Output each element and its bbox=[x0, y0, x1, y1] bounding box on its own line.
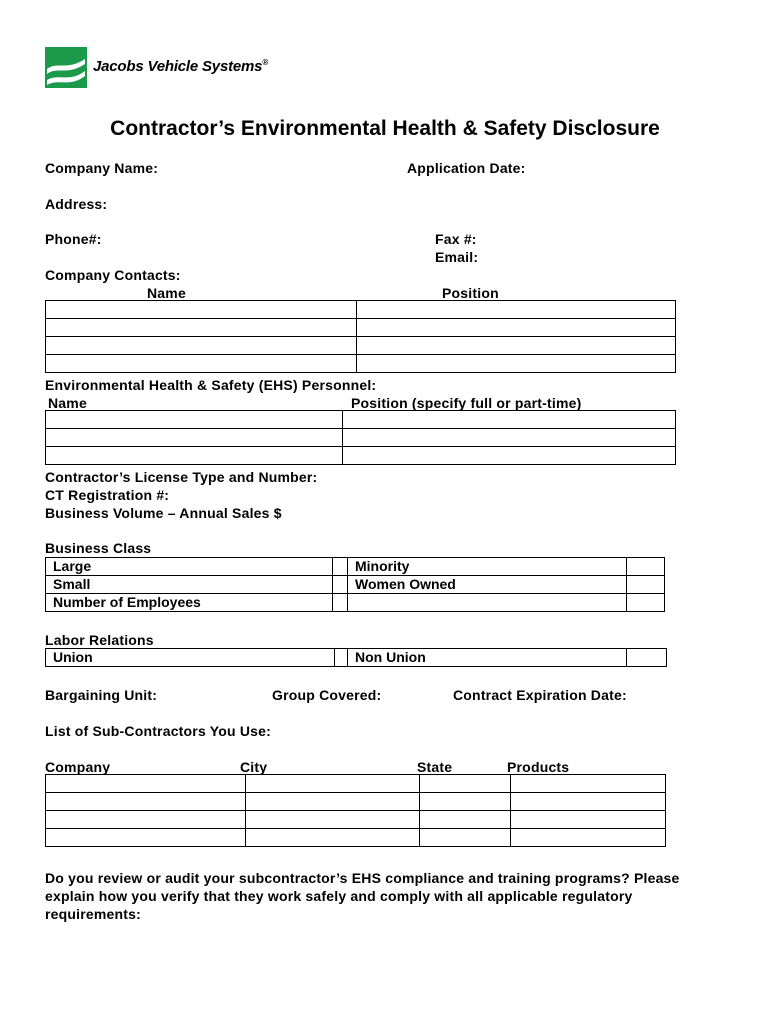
company-contacts-table bbox=[45, 300, 676, 373]
table-row bbox=[46, 649, 667, 667]
business-class-minority: Minority bbox=[348, 558, 627, 576]
business-volume-label: Business Volume – Annual Sales $ bbox=[45, 505, 282, 521]
table-cell[interactable] bbox=[46, 301, 357, 319]
labor-non-union-check[interactable] bbox=[627, 649, 667, 667]
page-title: Contractor’s Environmental Health & Safety Disclosure bbox=[110, 117, 660, 140]
table-row bbox=[46, 337, 676, 355]
labor-relations-label: Labor Relations bbox=[45, 632, 154, 648]
table-cell[interactable] bbox=[343, 447, 676, 465]
table-row bbox=[46, 576, 665, 594]
labor-non-union: Non Union bbox=[348, 649, 627, 667]
table-cell[interactable] bbox=[343, 411, 676, 429]
business-class-large-check[interactable] bbox=[333, 558, 348, 576]
table-cell[interactable] bbox=[46, 355, 357, 373]
email-label: Email: bbox=[435, 249, 479, 265]
labor-relations-table bbox=[45, 648, 667, 667]
table-row bbox=[46, 793, 666, 811]
business-class-label: Business Class bbox=[45, 540, 152, 556]
table-row bbox=[46, 558, 665, 576]
table-row bbox=[46, 411, 676, 429]
table-cell[interactable] bbox=[420, 793, 511, 811]
phone-label: Phone#: bbox=[45, 231, 102, 247]
jacobs-logo-icon bbox=[45, 47, 87, 88]
table-cell[interactable] bbox=[343, 429, 676, 447]
business-class-blank-check[interactable] bbox=[627, 594, 665, 612]
table-cell[interactable] bbox=[511, 775, 666, 793]
table-cell[interactable] bbox=[357, 319, 676, 337]
application-date-label: Application Date: bbox=[407, 160, 526, 176]
fax-label: Fax #: bbox=[435, 231, 477, 247]
group-covered-label: Group Covered: bbox=[272, 687, 382, 703]
company-name-label: Company Name: bbox=[45, 160, 159, 176]
labor-union: Union bbox=[46, 649, 335, 667]
company-contacts-label: Company Contacts: bbox=[45, 267, 181, 283]
table-row bbox=[46, 594, 665, 612]
business-class-employees-value[interactable] bbox=[333, 594, 348, 612]
ehs-personnel-table bbox=[45, 410, 676, 465]
sub-products-header: Products bbox=[507, 759, 570, 775]
table-cell[interactable] bbox=[46, 429, 343, 447]
table-cell[interactable] bbox=[46, 793, 246, 811]
subcontractors-table bbox=[45, 774, 666, 847]
logo-registered-mark: ® bbox=[262, 58, 269, 67]
sub-company-header: Company bbox=[45, 759, 111, 775]
table-row bbox=[46, 301, 676, 319]
contract-expiration-label: Contract Expiration Date: bbox=[453, 687, 627, 703]
table-cell[interactable] bbox=[246, 793, 420, 811]
subcontractors-label: List of Sub-Contractors You Use: bbox=[45, 723, 272, 739]
business-class-small-check[interactable] bbox=[333, 576, 348, 594]
business-class-employees: Number of Employees bbox=[46, 594, 333, 612]
business-class-blank bbox=[348, 594, 627, 612]
ehs-name-header: Name bbox=[48, 395, 87, 411]
sub-city-header: City bbox=[240, 759, 268, 775]
table-cell[interactable] bbox=[46, 319, 357, 337]
business-class-women-owned: Women Owned bbox=[348, 576, 627, 594]
business-class-table bbox=[45, 557, 665, 612]
table-row bbox=[46, 355, 676, 373]
company-logo-text bbox=[93, 58, 268, 75]
table-cell[interactable] bbox=[46, 811, 246, 829]
table-cell[interactable] bbox=[46, 337, 357, 355]
table-cell[interactable] bbox=[420, 811, 511, 829]
business-class-large: Large bbox=[46, 558, 333, 576]
table-cell[interactable] bbox=[357, 337, 676, 355]
table-cell[interactable] bbox=[46, 447, 343, 465]
table-row bbox=[46, 319, 676, 337]
table-cell[interactable] bbox=[511, 793, 666, 811]
ct-registration-label: CT Registration #: bbox=[45, 487, 170, 503]
table-cell[interactable] bbox=[46, 411, 343, 429]
table-cell[interactable] bbox=[46, 829, 246, 847]
table-cell[interactable] bbox=[246, 829, 420, 847]
table-cell[interactable] bbox=[420, 829, 511, 847]
table-cell[interactable] bbox=[420, 775, 511, 793]
contacts-name-header: Name bbox=[147, 285, 186, 301]
table-row bbox=[46, 447, 676, 465]
business-class-small: Small bbox=[46, 576, 333, 594]
table-cell[interactable] bbox=[46, 775, 246, 793]
table-cell[interactable] bbox=[357, 355, 676, 373]
table-cell[interactable] bbox=[246, 775, 420, 793]
address-label: Address: bbox=[45, 196, 108, 212]
table-row bbox=[46, 829, 666, 847]
table-cell[interactable] bbox=[357, 301, 676, 319]
sub-state-header: State bbox=[417, 759, 453, 775]
table-cell[interactable] bbox=[511, 811, 666, 829]
table-cell[interactable] bbox=[511, 829, 666, 847]
table-row bbox=[46, 775, 666, 793]
bargaining-unit-label: Bargaining Unit: bbox=[45, 687, 158, 703]
logo-company-name: Jacobs Vehicle Systems bbox=[93, 58, 263, 75]
contacts-position-header: Position bbox=[442, 285, 499, 301]
table-row bbox=[46, 429, 676, 447]
ehs-position-header: Position (specify full or part-time) bbox=[351, 395, 582, 411]
subcontractor-audit-question: Do you review or audit your subcontractor’s EHS compliance and training programs? Please explain how you verify that they work safely and comply with all applicable regulatory requirements: bbox=[45, 870, 680, 922]
business-class-women-owned-check[interactable] bbox=[627, 576, 665, 594]
business-class-minority-check[interactable] bbox=[627, 558, 665, 576]
license-label: Contractor’s License Type and Number: bbox=[45, 469, 318, 485]
labor-union-check[interactable] bbox=[335, 649, 348, 667]
table-cell[interactable] bbox=[246, 811, 420, 829]
ehs-personnel-label: Environmental Health & Safety (EHS) Personnel: bbox=[45, 377, 377, 393]
table-row bbox=[46, 811, 666, 829]
